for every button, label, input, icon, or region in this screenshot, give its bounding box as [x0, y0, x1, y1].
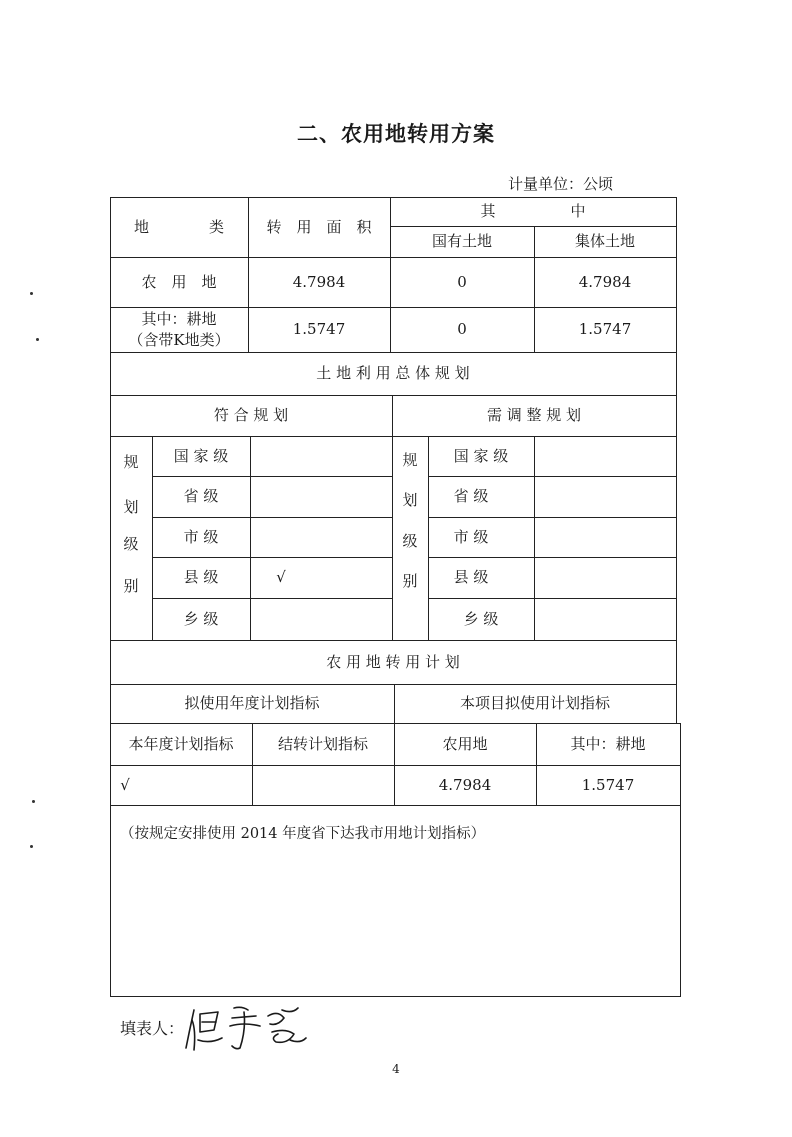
- carryover-header: 结转计划指标: [277, 734, 368, 753]
- unit-label: 计量单位：公顷: [508, 175, 614, 193]
- row-cultivated-label: 其中：耕地 （含带K地类）: [128, 310, 230, 349]
- page-number: 4: [392, 1062, 400, 1076]
- scan-mark: [30, 845, 33, 848]
- adjust-side-label-3: 级: [402, 531, 418, 550]
- conform-level-city: 市 级: [183, 527, 219, 546]
- row-farmland-label: 农 用 地: [141, 272, 217, 291]
- conform-level-province: 省 级: [183, 487, 219, 506]
- conform-side-label-2: 划: [123, 497, 139, 516]
- adjust-mark-township: [534, 598, 676, 640]
- planning-section-title: 土 地 利 用 总 体 规 划: [316, 364, 470, 383]
- conform-mark-province: [250, 476, 392, 517]
- conform-side-label-4: 别: [123, 576, 139, 595]
- adjust-level-province: 省 级: [453, 487, 489, 506]
- conform-level-county: 县 级: [183, 568, 219, 587]
- plan-note: （按规定安排使用 2014 年度省下达我市用地计划指标）: [120, 826, 486, 842]
- page-title: 二、农用地转用方案: [297, 122, 495, 146]
- scan-mark: [36, 338, 39, 341]
- adjust-side-label-2: 划: [402, 490, 418, 509]
- this-year-header: 本年度计划指标: [128, 734, 234, 753]
- conform-side-label-1: 规: [123, 452, 139, 471]
- row-cultivated-collective: 1.5747: [578, 320, 632, 339]
- row-farmland-area: 4.7984: [292, 272, 346, 291]
- farmland-value: 4.7984: [438, 775, 492, 794]
- adjust-plan-header: 需 调 整 规 划: [486, 406, 582, 425]
- conform-plan-header: 符 合 规 划: [213, 406, 289, 425]
- adjust-level-county: 县 级: [453, 568, 489, 587]
- annual-index-header: 拟使用年度计划指标: [184, 694, 320, 713]
- filler-label: 填表人：: [120, 1019, 185, 1038]
- header-collective-land: 集体土地: [574, 232, 635, 251]
- carryover-value: [252, 765, 394, 805]
- conform-mark-city: [250, 517, 392, 557]
- cultivated-value: 1.5747: [581, 775, 635, 794]
- header-state-land: 国有土地: [431, 232, 492, 251]
- adjust-level-township: 乡 级: [463, 609, 499, 628]
- farmland-header: 农用地: [442, 734, 488, 753]
- row-farmland-state: 0: [457, 272, 467, 291]
- adjust-mark-county: [534, 557, 676, 598]
- adjust-mark-province: [534, 476, 676, 517]
- header-land-type: 地 类: [133, 217, 224, 236]
- adjust-level-national: 国 家 级: [453, 446, 509, 465]
- handwritten-signature: [182, 1000, 312, 1056]
- row-farmland-collective: 4.7984: [578, 272, 632, 291]
- header-area: 转 用 面 积: [266, 217, 372, 236]
- conform-mark-national: [250, 436, 392, 476]
- header-among: 其 中: [480, 202, 586, 221]
- conversion-section-title: 农 用 地 转 用 计 划: [326, 652, 460, 671]
- project-index-header: 本项目拟使用计划指标: [459, 694, 610, 713]
- conform-side-label-3: 级: [123, 534, 139, 553]
- conform-level-national: 国 家 级: [173, 446, 229, 465]
- conform-mark-township: [250, 598, 392, 640]
- this-year-value: √: [120, 775, 130, 794]
- adjust-mark-city: [534, 517, 676, 557]
- adjust-level-city: 市 级: [453, 527, 489, 546]
- conform-mark-county: √: [276, 568, 286, 587]
- adjust-mark-national: [534, 436, 676, 476]
- scan-mark: [32, 800, 35, 803]
- conform-level-township: 乡 级: [183, 609, 219, 628]
- row-cultivated-area: 1.5747: [292, 320, 346, 339]
- adjust-side-label-1: 规: [402, 450, 418, 469]
- cultivated-header: 其中：耕地: [570, 734, 646, 753]
- row-cultivated-state: 0: [457, 320, 467, 339]
- adjust-side-label-4: 别: [402, 571, 418, 590]
- scan-mark: [30, 292, 33, 295]
